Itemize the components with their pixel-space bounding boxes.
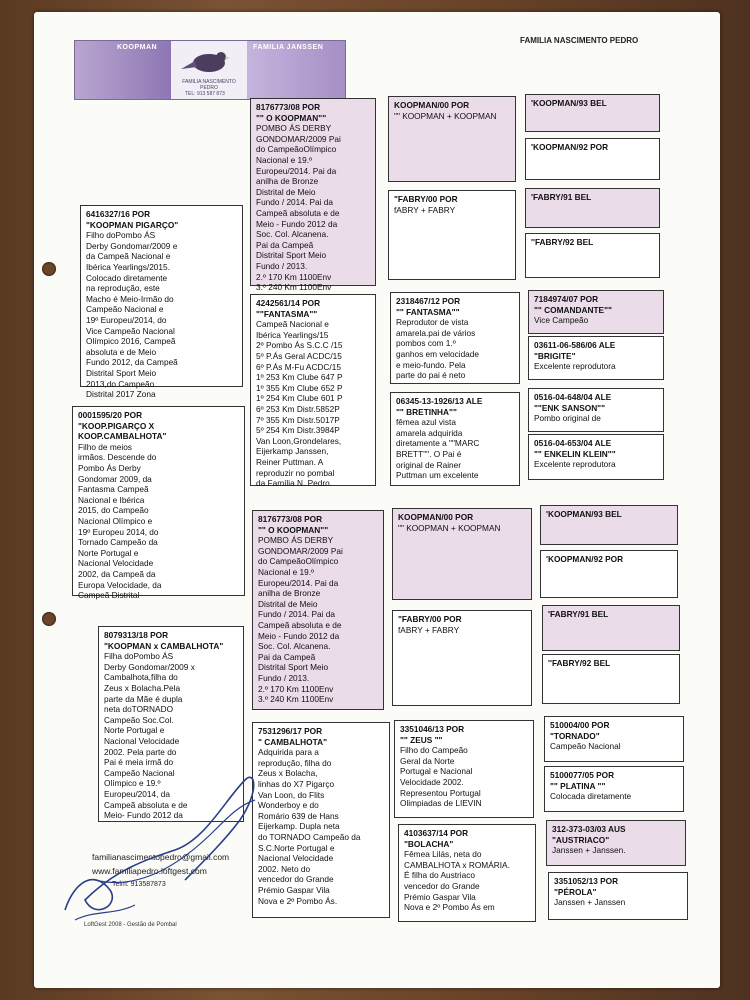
contact-email: familianascimentopedro@gmail.com bbox=[92, 852, 230, 862]
pedigree-box-c2 bbox=[388, 190, 516, 280]
bird-description: Filho de meios irmãos. Descende do Pombo Ás Derby Gondomar 2009, da Fantasma Campeã Nacional e Ibérica 2015, do Campeão Nacional Olímpico e 19º Europeu 2014, do Tornado Campeão da Norte Portugal e Nacional Velocidade 2002, da Campeã da Europa Velocidade, da Campeã Distrital bbox=[78, 441, 162, 601]
bird-description: Vice Campeão bbox=[534, 315, 589, 326]
bird-description: Filho do Campeão Geral da Norte Portugal e Nacional Velocidade 2002. Representou Portugal Olimpiadas de LIEVIN bbox=[400, 745, 482, 809]
pedigree-box-d9 bbox=[540, 505, 678, 545]
bird-description: Excelente reprodutora bbox=[534, 459, 616, 470]
punch-hole-top bbox=[42, 262, 56, 276]
bird-description: Campeã Nacional e Ibérica Yearlings/15 2º Pombo Ás S.C.C /15 5º P.Ás Geral ACDC/15 6º P.Ás M-Fu ACDC/15 1º 253 Km Clube 647 P 1º 355 Km Clube 652 P 1º 254 Km Clube 601 P 6º 253 Km Distr.5852P 7º 355 Km Distr.5017P 5º 254 Km Distr.3984P Van Loon,Grondelares, Eijerkamp Janssen, Reiner Puttman. A reproduzir no pombal da Família N. Pedro. bbox=[256, 319, 343, 489]
contact-website: www.familiapedro.loftgest.com bbox=[92, 866, 207, 876]
ring-number: KOOPMAN/00 POR bbox=[398, 512, 474, 522]
contact-phone: Telm: 913587873 bbox=[112, 881, 166, 888]
pedigree-box-d5 bbox=[528, 290, 664, 334]
ring-number: 2318467/12 POR bbox=[396, 296, 461, 306]
bird-name: "" KOOPMAN + KOOPMAN bbox=[398, 522, 501, 533]
ring-number: 3351052/13 POR bbox=[554, 876, 619, 886]
pedigree-box-c5 bbox=[392, 508, 532, 600]
bird-name: "KOOPMAN PIGARÇO" bbox=[86, 219, 179, 230]
bird-description: Pombo original de bbox=[534, 413, 601, 424]
pedigree-box-c7 bbox=[394, 720, 534, 818]
banner-tel: TEL: 913 587 873 bbox=[185, 91, 225, 97]
pedigree-box-b3 bbox=[250, 294, 376, 489]
pedigree-box-d15 bbox=[546, 820, 686, 866]
pedigree-box-d7 bbox=[528, 388, 664, 432]
pedigree-box-c3 bbox=[390, 292, 520, 384]
ring-number: ''FABRY/92 BEL bbox=[548, 658, 611, 668]
ring-number: 'FABRY/91 BEL bbox=[531, 192, 592, 202]
ring-number: 0516-04-653/04 ALE bbox=[534, 438, 612, 448]
bird-description: Excelente reprodutora bbox=[534, 361, 616, 372]
ring-number: 8176773/08 POR bbox=[256, 102, 321, 112]
bird-description: Janssen + Janssen bbox=[554, 897, 626, 908]
bird-name: "BOLACHA" bbox=[404, 838, 454, 849]
bird-name: "KOOP.PIGARÇO X KOOP.CAMBALHOTA" bbox=[78, 420, 167, 442]
bird-name: "" COMANDANTE"" bbox=[534, 304, 612, 315]
ring-number: 'KOOPMAN/92 POR bbox=[531, 142, 609, 152]
pedigree-box-b4 bbox=[72, 406, 245, 601]
bird-name: fABRY + FABRY bbox=[398, 624, 460, 635]
pedigree-box-d16 bbox=[548, 872, 688, 920]
punch-hole-bottom bbox=[42, 612, 56, 626]
bird-name: "BRIGITE" bbox=[534, 350, 576, 361]
bird-name: "TORNADO" bbox=[550, 730, 600, 741]
pedigree-box-d3 bbox=[525, 188, 660, 228]
banner-center-text: FAMILIA NASCIMENTO PEDRO bbox=[182, 79, 236, 91]
ring-number: 03611-06-586/06 ALE bbox=[534, 340, 616, 350]
pedigree-box-c4 bbox=[390, 392, 520, 486]
ring-number: KOOPMAN/00 POR bbox=[394, 100, 470, 110]
pedigree-box-d4 bbox=[525, 233, 660, 278]
ring-number: 312-373-03/03 AUS bbox=[552, 824, 626, 834]
bird-name: "" ZEUS "" bbox=[400, 734, 443, 745]
bird-name: ""FANTASMA"" bbox=[256, 308, 318, 319]
pedigree-box-d10 bbox=[540, 550, 678, 598]
bird-description: Filho doPombo ÁS Derby Gondomar/2009 e da Campeã Nacional e Ibérica Yearlings/2015. Colocado diretamente na reprodução, este Macho é Meio-Irmão do Campeão Nacional e 19º Europeu/2014, do Vice Campeão Nacional Olímpico 2016, Campeã absoluta e de Meio Fundo 2012, da Campeã Distrital Sport Meio 2013,do Campeão Distrital 2017 Zona bbox=[86, 230, 178, 400]
ring-number: "FABRY/00 POR bbox=[394, 194, 458, 204]
pedigree-box-d1 bbox=[525, 94, 660, 132]
ring-number: 510004/00 POR bbox=[550, 720, 610, 730]
bird-name: ""ENK SANSON"" bbox=[534, 402, 606, 413]
loft-banner bbox=[74, 40, 346, 100]
ring-number: 6416327/16 POR bbox=[86, 209, 151, 219]
footer-software: LoftGest 2008 - Gestão de Pombal bbox=[84, 922, 177, 928]
ring-number: ''FABRY/92 BEL bbox=[531, 237, 594, 247]
ring-number: 3351046/13 POR bbox=[400, 724, 465, 734]
bird-name: "" FANTASMA"" bbox=[396, 306, 460, 317]
pigeon-logo-icon bbox=[171, 41, 247, 81]
bird-description: Colocada diretamente bbox=[550, 791, 632, 802]
bird-name: "" KOOPMAN + KOOPMAN bbox=[394, 110, 497, 121]
ring-number: 8079313/18 POR bbox=[104, 630, 169, 640]
bird-name: "" O KOOPMAN"" bbox=[256, 112, 327, 123]
ring-number: 'KOOPMAN/92 POR bbox=[546, 554, 624, 564]
bird-name: "PÉROLA" bbox=[554, 886, 597, 897]
ring-number: 0516-04-648/04 ALE bbox=[534, 392, 612, 402]
pedigree-box-b5 bbox=[252, 510, 384, 710]
bird-description: fêmea azul vista amarela adquirida diretamente a ""MARC BRETT"". O Pai é original de Rainer Puttman um excelente bbox=[396, 417, 480, 481]
ring-number: 8176773/08 POR bbox=[258, 514, 323, 524]
bird-name: " CAMBALHOTA" bbox=[258, 736, 328, 747]
banner-right-text: FAMILIA JANSSEN bbox=[253, 44, 324, 51]
bird-name: fABRY + FABRY bbox=[394, 204, 456, 215]
pedigree-box-b2 bbox=[250, 98, 376, 293]
bird-description: POMBO ÁS DERBY GONDOMAR/2009 Pai do CampeãoOlímpico Nacional e 19.º Europeu/2014. Pai da anilha de Bronze Distrital de Meio Fundo / 2014. Pai da Campeã absoluta e de Meio - Fundo 2012 da Soc. Col. Alcanena. Pai da Campeã Distrital Sport Meio Fundo / 2013. 2.º 170 Km 1100Env 3.º 240 Km 1100Env bbox=[258, 535, 343, 705]
family-name: FAMILIA NASCIMENTO PEDRO bbox=[520, 36, 639, 45]
ring-number: 06345-13-1926/13 ALE bbox=[396, 396, 483, 406]
pedigree-box-d12 bbox=[542, 654, 680, 704]
ring-number: 'KOOPMAN/93 BEL bbox=[546, 509, 622, 519]
pedigree-box-d8 bbox=[528, 434, 664, 480]
ring-number: "FABRY/00 POR bbox=[398, 614, 462, 624]
bird-description: Fêmea Lilás, neta do CAMBALHOTA x ROMÁRIA. É filha do Austriaco vencedor do Grande Prémio Gaspar Vila Nova e 2º Pombo Ás em bbox=[404, 849, 510, 913]
bird-name: "" PLATINA "" bbox=[550, 780, 606, 791]
pedigree-box-d2 bbox=[525, 138, 660, 180]
bird-name: "" BRETINHA"" bbox=[396, 406, 457, 417]
bird-name: "" O KOOPMAN"" bbox=[258, 524, 329, 535]
pedigree-box-d13 bbox=[544, 716, 684, 762]
ring-number: 5100077/05 POR bbox=[550, 770, 615, 780]
pedigree-box-b1 bbox=[80, 205, 243, 400]
handwritten-signature bbox=[55, 760, 275, 930]
bird-name: "AUSTRIACO" bbox=[552, 834, 610, 845]
bird-name: "" ENKELIN KLEIN"" bbox=[534, 448, 616, 459]
bird-description: Adquirida para a reprodução, filha do Zeus x Bolacha, linhas do X7 Pigarço Van Loon, do Flits Wonderboy e do Romário 639 de Hans Eijerkamp. Dupla neta do TORNADO Campeão da S.C.Norte Portugal e Nacional Velocidade 2002. Neto do vencedor do Grande Prémio Gaspar Vila Nova e 2º Pombo Ás. bbox=[258, 747, 361, 906]
ring-number: 4103637/14 POR bbox=[404, 828, 469, 838]
pedigree-box-d11 bbox=[542, 605, 680, 651]
bird-name: "KOOPMAN x CAMBALHOTA" bbox=[104, 640, 224, 651]
ring-number: 'KOOPMAN/93 BEL bbox=[531, 98, 607, 108]
pedigree-box-c8 bbox=[398, 824, 536, 922]
ring-number: 0001595/20 POR bbox=[78, 410, 143, 420]
bird-description: Campeão Nacional bbox=[550, 741, 621, 752]
ring-number: 4242561/14 POR bbox=[256, 298, 321, 308]
ring-number: 7184974/07 POR bbox=[534, 294, 599, 304]
banner-left-text: KOOPMAN bbox=[117, 44, 158, 51]
pedigree-box-d6 bbox=[528, 336, 664, 380]
pedigree-box-c1 bbox=[388, 96, 516, 182]
bird-description: Filha doPombo ÁS Derby Gondomar/2009 x Cambalhota,filha do Zeus x Bolacha.Pela parte da Mãe é dupla neta doTORNADO Campeão Soc.Col. Norte Portugal e Nacional Velocidade 2002. Pela parte do Pai é meia irmã do Campeão Nacional Olímpico e 19.º Europeu/2014, da Campeã absoluta e de Meio- Fundo 2012 da bbox=[104, 651, 195, 821]
bird-description: Reprodutor de vista amarela.pai de vários pombos com 1.º ganhos em velocidade e meio-fundo. Pela parte do pai é neto bbox=[396, 317, 480, 381]
ring-number: 'FABRY/91 BEL bbox=[548, 609, 609, 619]
bird-description: Janssen + Janssen. bbox=[552, 845, 626, 856]
pedigree-box-d14 bbox=[544, 766, 684, 812]
bird-description: POMBO ÁS DERBY GONDOMAR/2009 Pai do CampeãoOlímpico Nacional e 19.º Europeu/2014. Pai da anilha de Bronze Distrital de Meio Fundo / 2014. Pai da Campeã absoluta e de Meio - Fundo 2012 da Soc. Col. Alcanena. Pai da Campeã Distrital Sport Meio Fundo / 2013. 2.º 170 Km 1100Env 3.º 240 Km 1100Env bbox=[256, 123, 341, 293]
ring-number: 7531296/17 POR bbox=[258, 726, 323, 736]
pedigree-box-c6 bbox=[392, 610, 532, 706]
